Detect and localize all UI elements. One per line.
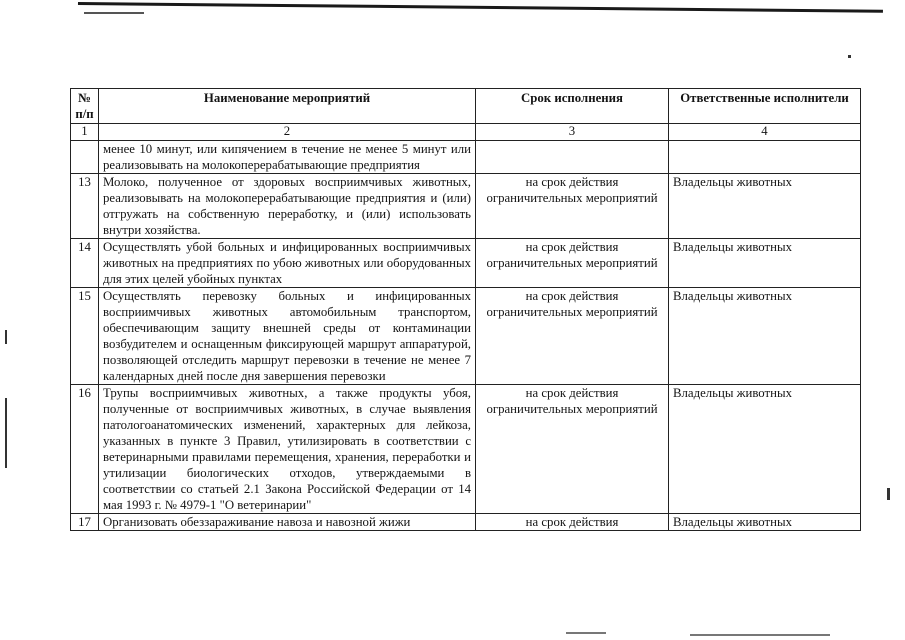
- header-responsible: Ответственные исполнители: [669, 89, 861, 124]
- measure-term: [476, 141, 669, 174]
- measure-term: на срок действия: [476, 514, 669, 531]
- measure-responsible: [669, 141, 861, 174]
- measure-name: Осуществлять перевозку больных и инфицированных восприимчивых животных автомобильным транспортом, обеспечивающим защиту внешней среды от контаминации возбудителем и оснащенным фиксирующей маршрут аппаратурой, позволяющей отследить маршрут перевозки в течение не менее 7 календарных дней после дня завершения перевозки: [99, 288, 476, 385]
- table-header-row: [71, 89, 861, 124]
- column-number: 4: [669, 124, 861, 141]
- scan-mark: [848, 55, 851, 58]
- table-row: [71, 141, 861, 174]
- row-number: 13: [71, 174, 99, 239]
- measure-name: Молоко, полученное от здоровых восприимчивых животных, реализовывать на молокоперерабатывающие предприятия и (или) отгружать на собственную переработку, и (или) использовать внутри хозяйства.: [99, 174, 476, 239]
- scan-edge-line: [690, 634, 830, 636]
- column-number: 2: [99, 124, 476, 141]
- measures-table: [70, 88, 861, 531]
- scan-edge-line: [78, 2, 883, 13]
- measure-term: на срок действия ограничительных мероприятий: [476, 174, 669, 239]
- row-number: 16: [71, 385, 99, 514]
- measure-term: на срок действия ограничительных мероприятий: [476, 239, 669, 288]
- table-row: [71, 288, 861, 385]
- measure-term: на срок действия ограничительных мероприятий: [476, 288, 669, 385]
- table-row: [71, 174, 861, 239]
- column-number: 3: [476, 124, 669, 141]
- scan-mark: [5, 330, 7, 344]
- scan-mark: [5, 398, 7, 468]
- measure-name: Организовать обеззараживание навоза и навозной жижи: [99, 514, 476, 531]
- row-number: 15: [71, 288, 99, 385]
- measure-responsible: Владельцы животных: [669, 288, 861, 385]
- table-row: [71, 385, 861, 514]
- table-row: [71, 239, 861, 288]
- table-row: [71, 514, 861, 531]
- row-number: [71, 141, 99, 174]
- row-number: 17: [71, 514, 99, 531]
- header-num: № п/п: [71, 89, 99, 124]
- measure-name: Осуществлять убой больных и инфицированных восприимчивых животных на предприятиях по убою животных или оборудованных для этих целей убойных пунктах: [99, 239, 476, 288]
- scan-edge-line: [566, 632, 606, 634]
- measure-name: Трупы восприимчивых животных, а также продукты убоя, полученные от восприимчивых животных, в случае выявления патологоанатомических изменений, характерных для лейкоза, указанных в пункте 3 Правил, утилизировать в соответствии с ветеринарными правилами перемещения, хранения, переработки и утилизации биологических отходов, утверждаемыми в соответствии со статьей 2.1 Закона Российской Федерации от 14 мая 1993 г. № 4979-1 "О ветеринарии": [99, 385, 476, 514]
- measure-term: на срок действия ограничительных мероприятий: [476, 385, 669, 514]
- column-number: 1: [71, 124, 99, 141]
- row-number: 14: [71, 239, 99, 288]
- column-number-row: [71, 124, 861, 141]
- scan-mark: [887, 488, 890, 500]
- header-name: Наименование мероприятий: [99, 89, 476, 124]
- measure-responsible: Владельцы животных: [669, 514, 861, 531]
- header-term: Срок исполнения: [476, 89, 669, 124]
- scan-edge-line-small: [84, 12, 144, 14]
- measure-responsible: Владельцы животных: [669, 174, 861, 239]
- measure-name: менее 10 минут, или кипячением в течение не менее 5 минут или реализовывать на молокоперерабатывающие предприятия: [99, 141, 476, 174]
- measure-responsible: Владельцы животных: [669, 385, 861, 514]
- measure-responsible: Владельцы животных: [669, 239, 861, 288]
